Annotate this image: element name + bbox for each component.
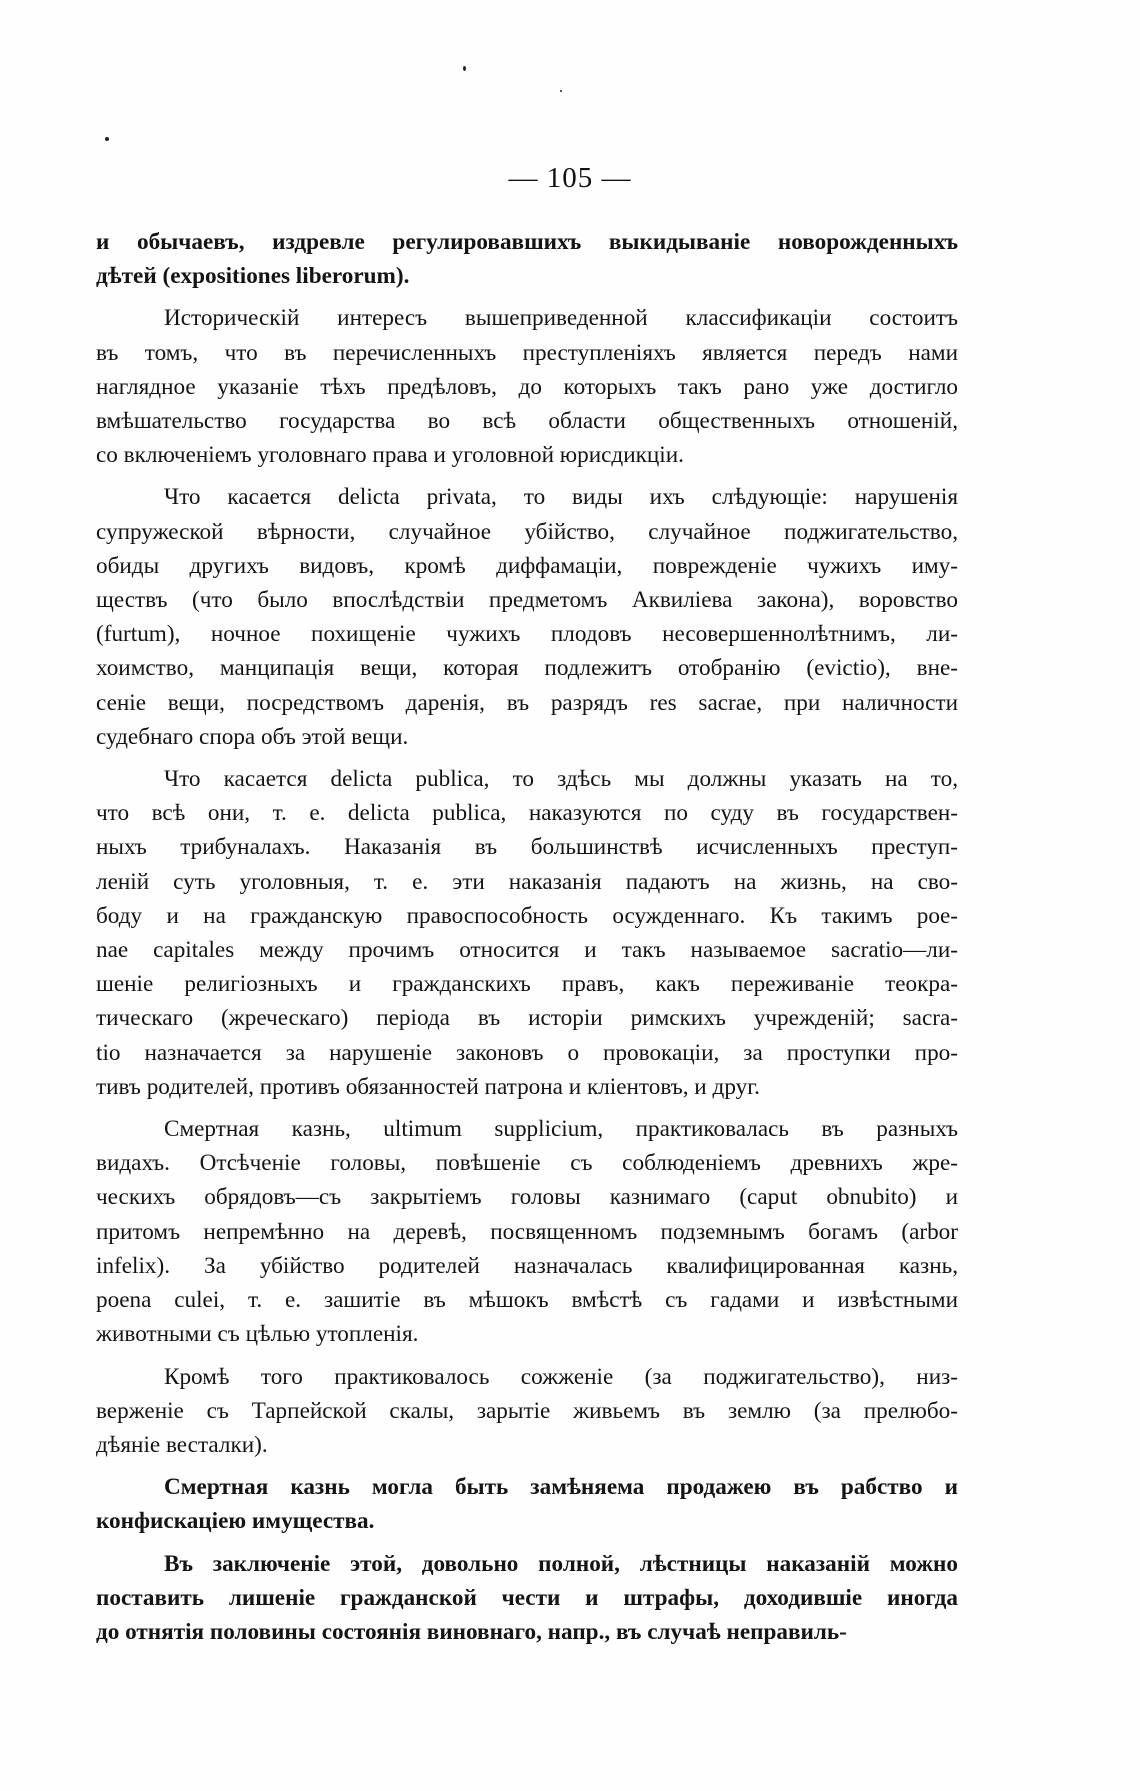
text-line: Кромѣ того практиковалось сожженіе (за поджигательство), низ- [164, 1363, 958, 1390]
text-line: Что касается delicta publica, то здѣсь мы должны указать на то, [164, 766, 958, 793]
text-line: дѣяніе весталки). [96, 1431, 268, 1458]
text-line: ныхъ трибуналахъ. Наказанія въ большинствѣ исчисленныхъ преступ- [96, 834, 958, 861]
text-line: tio назначается за нарушеніе законовъ о провокаціи, за проступки про- [96, 1039, 958, 1066]
text-line: тивъ родителей, противъ обязанностей патрона и кліентовъ, и друг. [96, 1073, 760, 1100]
paragraph [96, 1547, 958, 1650]
text-line: infelix). За убійство родителей назначалась квалифицированная казнь, [96, 1252, 958, 1279]
text-line: до отнятія половины состоянія виновнаго, напр., въ случаѣ неправиль- [96, 1618, 847, 1645]
text-line: дѣтей (expositiones liberorum). [96, 263, 410, 290]
text-line: верженіе съ Тарпейской скалы, зарытіе живьемъ въ землю (за прелюбо- [96, 1397, 958, 1424]
text-line: poena culei, т. е. зашитіе въ мѣшокъ вмѣстѣ съ гадами и извѣстными [96, 1287, 958, 1314]
ink-speck [560, 90, 562, 92]
text-line: животными съ цѣлью утопленія. [96, 1321, 419, 1348]
text-line: сеніе вещи, посредствомъ даренія, въ разрядъ res sacrae, при наличности [96, 689, 958, 716]
text-line: леній суть уголовныя, т. е. эти наказанія падаютъ на жизнь, на сво- [96, 868, 958, 895]
paragraph [96, 301, 958, 472]
text-line: со включеніемъ уголовнаго права и уголовной юрисдикціи. [96, 442, 684, 469]
text-line: боду и на гражданскую правоспособность осужденнаго. Къ такимъ poe- [96, 902, 958, 929]
paragraph [96, 762, 958, 1104]
text-line: и обычаевъ, издревле регулировавшихъ выкидываніе новорожденныхъ [96, 229, 958, 255]
text-line: хоимство, манципація вещи, которая подлежитъ отобранію (evictio), вне- [96, 655, 958, 682]
text-line: Смертная казнь, ultimum supplicium, практиковалась въ разныхъ [164, 1116, 958, 1143]
text-line: вмѣшательство государства во всѣ области общественныхъ отношеній, [96, 408, 958, 435]
text-line: что всѣ они, т. е. delicta publica, наказуются по суду въ государствен- [96, 800, 958, 827]
text-line: въ томъ, что въ перечисленныхъ преступленіяхъ является передъ нами [96, 339, 958, 366]
body-text [96, 225, 958, 1649]
text-line: супружеской вѣрности, случайное убійство, случайное поджигательство, [96, 518, 958, 545]
text-line: наглядное указаніе тѣхъ предѣловъ, до которыхъ такъ рано уже достигло [96, 373, 958, 400]
text-line: тическаго (жреческаго) періода въ исторіи римскихъ учрежденій; sacra- [96, 1005, 958, 1032]
text-line: притомъ непремѣнно на деревѣ, посвященномъ подземнымъ богамъ (arbor [96, 1218, 958, 1245]
page-number: — 105 — [508, 162, 632, 194]
text-line: судебнаго спора объ этой вещи. [96, 723, 409, 750]
text-line: конфискаціею имущества. [96, 1508, 375, 1535]
text-line: (furtum), ночное похищеніе чужихъ плодовъ несовершеннолѣтнимъ, ли- [96, 621, 958, 648]
text-line: Въ заключеніе этой, довольно полной, лѣстницы наказаній можно [164, 1550, 958, 1577]
text-line: обиды другихъ видовъ, кромѣ диффамаціи, поврежденіе чужихъ иму- [96, 552, 958, 579]
text-line: ческихъ обрядовъ—съ закрытіемъ головы казнимаго (caput obnubito) и [96, 1184, 958, 1211]
text-line: nae capitales между прочимъ относится и такъ называемое sacratio—ли- [96, 937, 958, 964]
text-line: Что касается delicta privata, то виды ихъ слѣдующіе: нарушенія [164, 484, 958, 511]
text-line: Историческій интересъ вышеприведенной классификаціи состоитъ [164, 305, 958, 332]
paragraph [96, 1470, 958, 1538]
text-line: видахъ. Отсѣченіе головы, повѣшеніе съ соблюденіемъ древнихъ жре- [96, 1150, 958, 1177]
ink-speck [105, 137, 109, 141]
text-line: поставить лишеніе гражданской чести и штрафы, доходившіе иногда [96, 1584, 958, 1611]
paragraph [96, 480, 958, 754]
text-line: шеніе религіозныхъ и гражданскихъ правъ, какъ переживаніе теокра- [96, 971, 958, 998]
text-line: ществъ (что было впослѣдствіи предметомъ Аквиліева закона), воровство [96, 587, 958, 614]
paragraph [96, 1112, 958, 1351]
ink-speck [463, 66, 466, 71]
text-line: Смертная казнь могла быть замѣняема продажею въ рабство и [164, 1474, 958, 1501]
paragraph [96, 1360, 958, 1463]
paragraph [96, 225, 958, 293]
